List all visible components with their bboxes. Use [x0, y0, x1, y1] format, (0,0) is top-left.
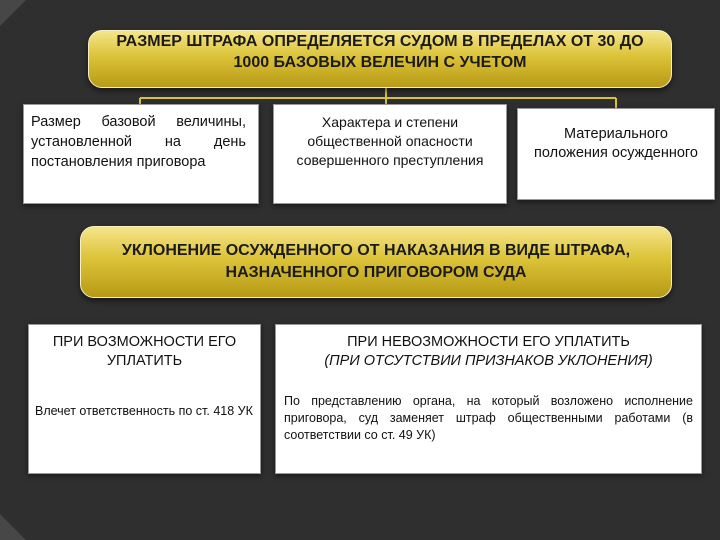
factor-property-text: Материального положения осужденного	[534, 126, 698, 161]
case-able-to-pay-title: ПРИ ВОЗМОЖНОСТИ ЕГО УПЛАТИТЬ	[52, 334, 237, 369]
case-unable-to-pay-header	[284, 333, 693, 371]
factor-danger-text: Характера и степени общественной опасности совершенного преступления	[296, 114, 484, 168]
factor-property-box	[517, 108, 715, 200]
case-unable-to-pay-box	[275, 324, 702, 474]
case-able-to-pay-body: Влечет ответственность по ст. 418 УК	[35, 404, 253, 418]
fine-amount-text: РАЗМЕР ШТРАФА ОПРЕДЕЛЯЕТСЯ СУДОМ В ПРЕДЕЛАХ ОТ 30 ДО 1000 БАЗОВЫХ ВЕЛЕЧИН С УЧЕТОМ	[116, 33, 644, 71]
factor-danger-box	[273, 104, 507, 204]
factor-base-value-box	[23, 104, 259, 204]
fine-amount-banner	[88, 30, 672, 88]
factor-base-value-text: Размер базовой величины, установленной на день постановления приговора	[31, 114, 246, 170]
case-unable-to-pay-note: (ПРИ ОТСУТСТВИИ ПРИЗНАКОВ УКЛОНЕНИЯ)	[324, 353, 653, 369]
case-unable-to-pay-title: ПРИ НЕВОЗМОЖНОСТИ ЕГО УПЛАТИТЬ	[347, 334, 630, 350]
evasion-text: УКЛОНЕНИЕ ОСУЖДЕННОГО ОТ НАКАЗАНИЯ В ВИДЕ ШТРАФА, НАЗНАЧЕННОГО ПРИГОВОРОМ СУДА	[121, 242, 631, 281]
evasion-banner	[80, 226, 672, 298]
case-able-to-pay-box	[28, 324, 261, 474]
case-unable-to-pay-body: По представлению органа, на который возложено исполнение приговора, суд заменяет штраф общественными работами (в соответствии со ст. 49 УК)	[284, 394, 693, 442]
